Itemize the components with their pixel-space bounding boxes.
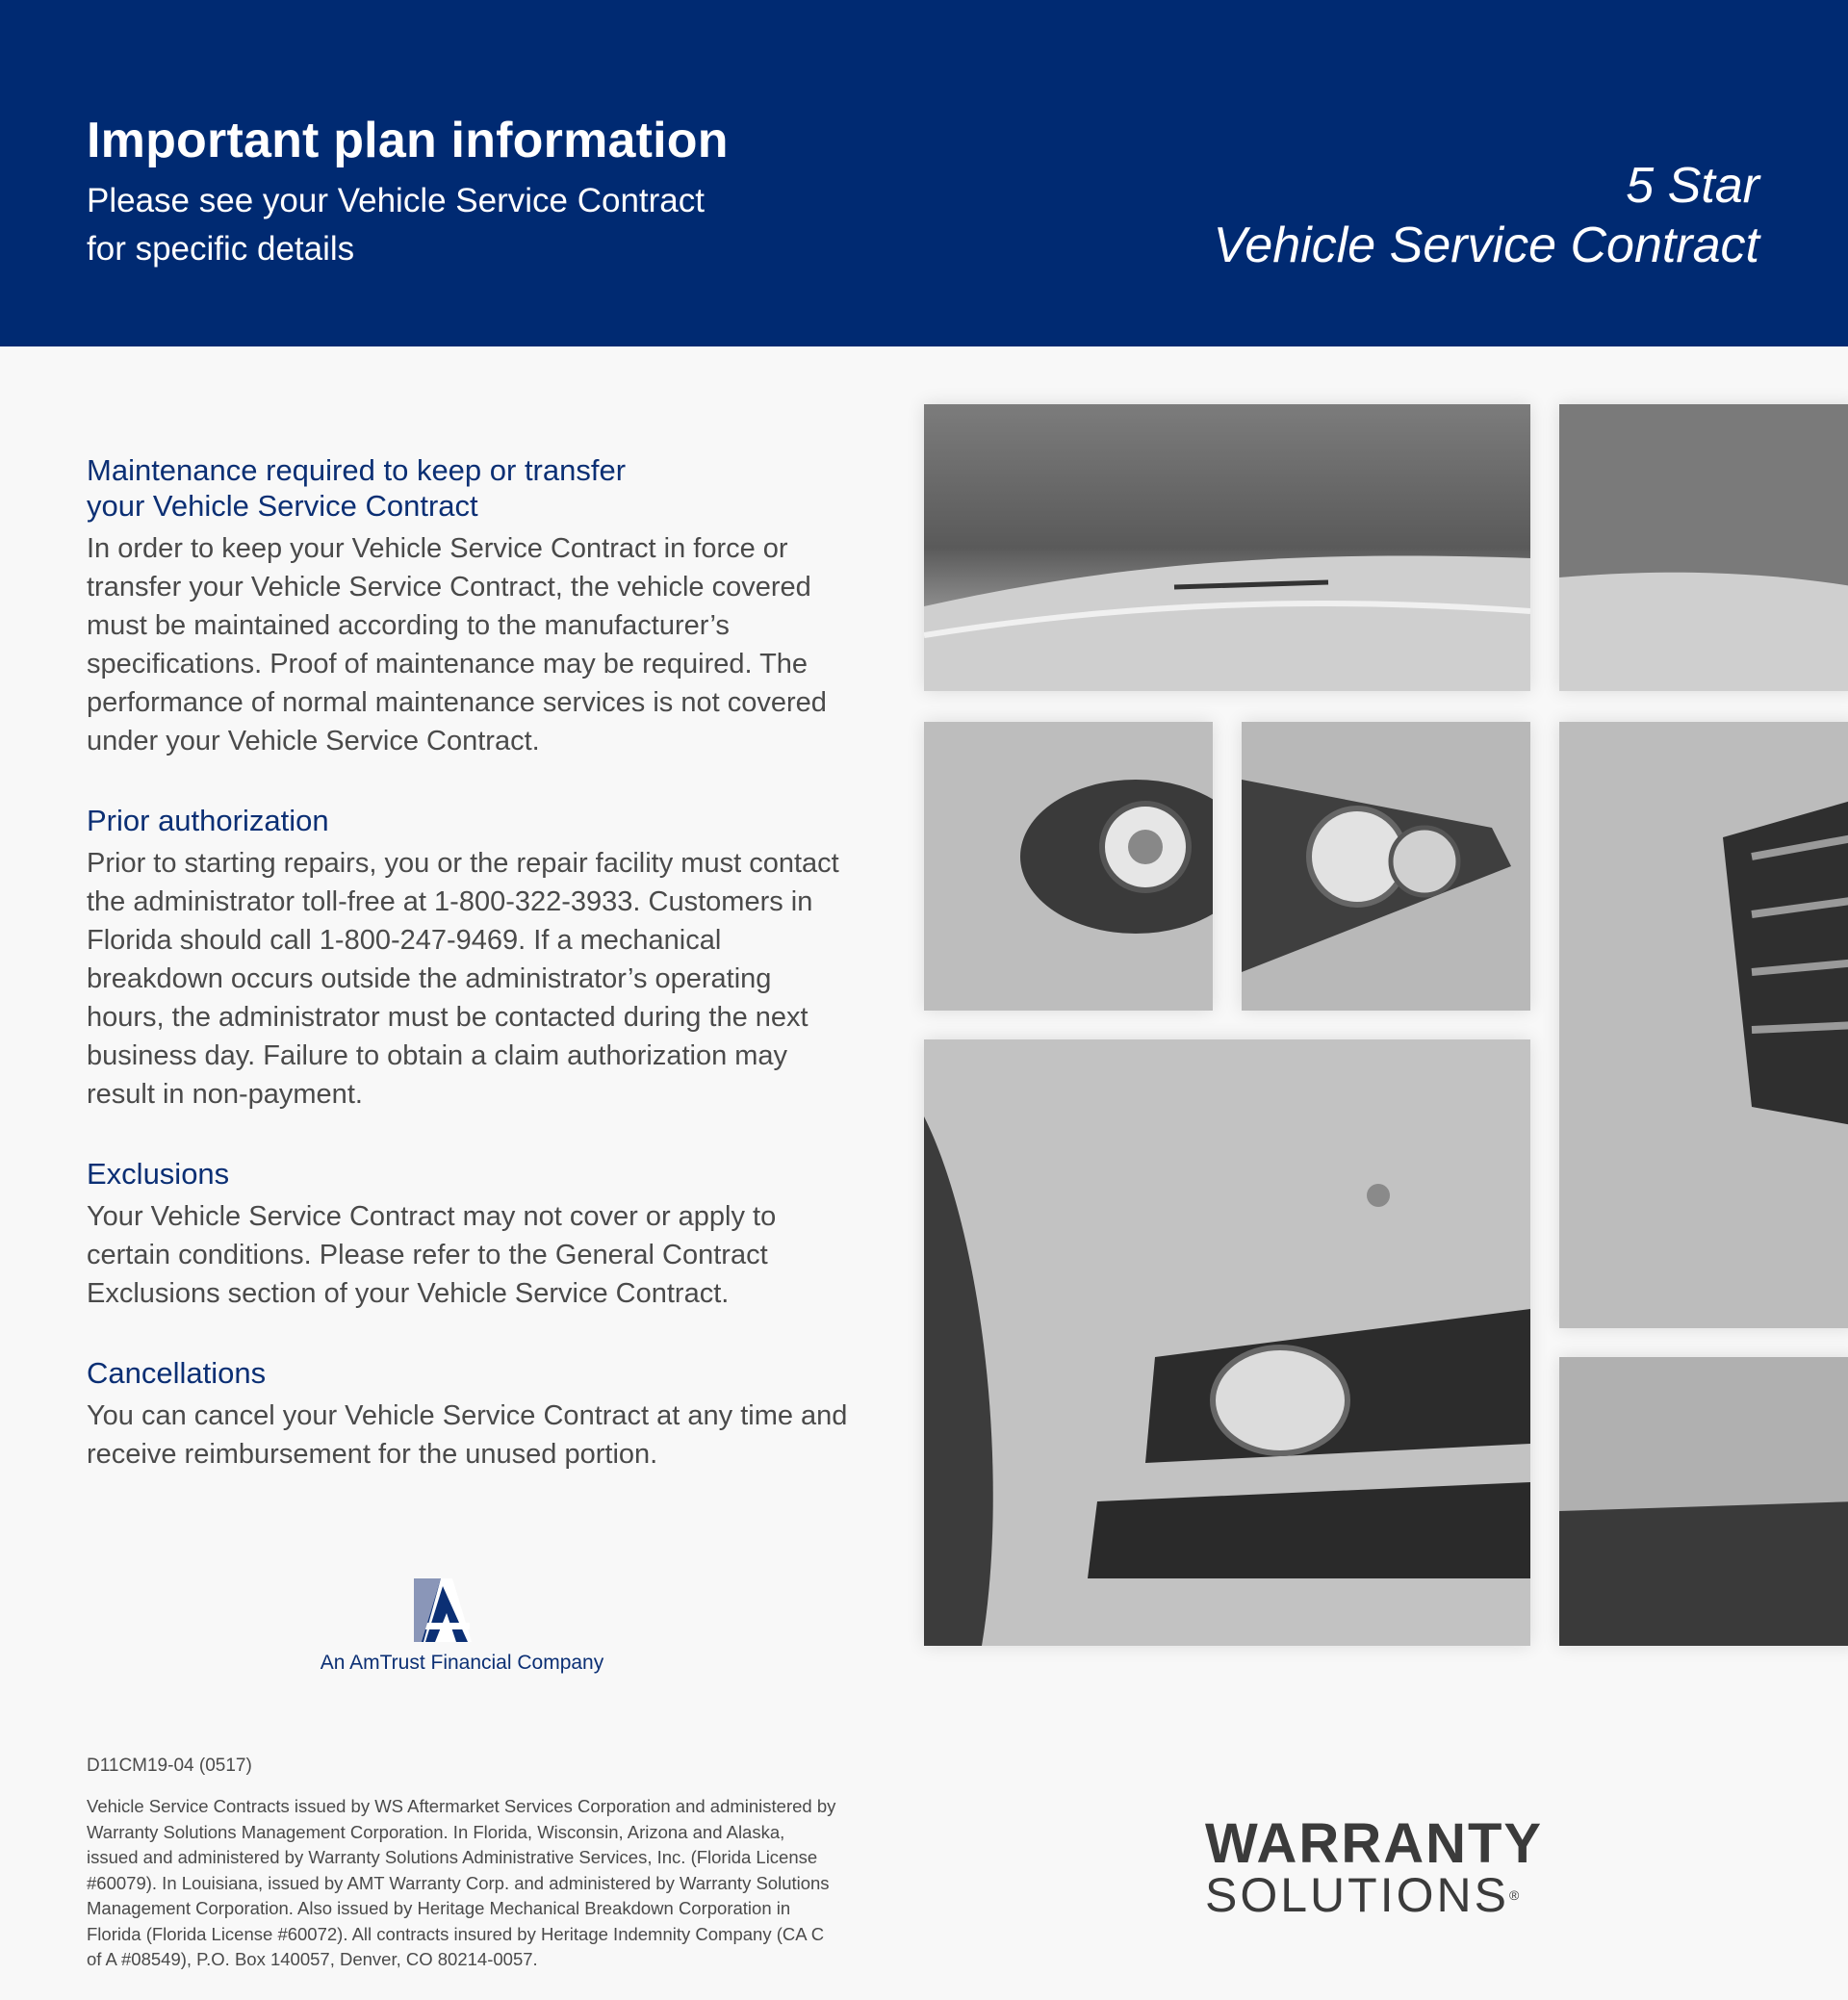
- brand-line2: [1205, 1868, 1543, 1922]
- car-panel-headlight-right: [1242, 722, 1530, 1011]
- header-subtitle-line1: Please see your Vehicle Service Contract: [87, 182, 705, 219]
- registered-mark: ®: [1508, 1887, 1520, 1903]
- info-sections: [87, 452, 857, 1516]
- brand-line1: WARRANTY: [1205, 1812, 1544, 1875]
- car-panel-bumper: [924, 1039, 1530, 1646]
- section-heading: [87, 452, 857, 524]
- section-heading-line1: Maintenance required to keep or transfer: [87, 453, 627, 487]
- warranty-solutions-logo: [1205, 1812, 1544, 1922]
- section-heading: Exclusions: [87, 1157, 230, 1191]
- section-body: Prior to starting repairs, you or the repair facility must contact the administrator toll-free at 1-800-322-3933. Customers in Florida should call 1-800-247-9469. If a mechanical breakdown occurs outside the administrator’s operating hours, the administrator must be contacted during the next business day. Failure to obtain a claim authorization may result in non-payment.: [87, 848, 839, 1110]
- legal-disclaimer: Vehicle Service Contracts issued by WS Aftermarket Services Corporation and administered by Warranty Solutions Management Corporation. In Florida, Wisconsin, Arizona and Alaska, issued and administered by Warranty Solutions Administrative Services, Inc. (Florida License #60079). In Louisiana, issued by AMT Warranty Corp. and administered by Warranty Solutions Management Corporation. Also issued by Heritage Mechanical Breakdown Corporation in Florida (Florida License #60072). All contracts insured by Heritage Indemnity Company (CA C of A #08549), P.O. Box 140057, Denver, CO 80214-0057.: [87, 1796, 836, 1969]
- car-panel-bottom-right: [1559, 1357, 1848, 1646]
- section-prior-authorization: [87, 803, 857, 1114]
- product-name-line1: 5 Star: [1626, 158, 1759, 214]
- car-panel-headlight-left: [924, 722, 1213, 1011]
- car-panel-roof-right: [1559, 404, 1848, 691]
- header-subtitle: [87, 177, 818, 273]
- car-panel-windshield: [924, 404, 1530, 691]
- car-panel-grille: [1559, 722, 1848, 1328]
- section-body: Your Vehicle Service Contract may not cover or apply to certain conditions. Please refer to the General Contract Exclusions section of your Vehicle Service Contract.: [87, 1201, 777, 1309]
- section-heading: Cancellations: [87, 1356, 267, 1390]
- amtrust-caption: An AmTrust Financial Company: [320, 1652, 604, 1674]
- header-banner: [0, 0, 1848, 346]
- amtrust-logo-icon: [414, 1578, 474, 1647]
- section-maintenance: [87, 452, 857, 760]
- document-code: D11CM19-04 (0517): [87, 1756, 252, 1776]
- section-cancellations: [87, 1355, 857, 1474]
- product-name-line2: Vehicle Service Contract: [1213, 218, 1759, 273]
- page-title: Important plan information: [87, 113, 729, 168]
- brand-line2-text: SOLUTIONS: [1205, 1868, 1509, 1922]
- product-name: [1214, 156, 1759, 275]
- section-heading-line2: your Vehicle Service Contract: [87, 489, 478, 523]
- section-exclusions: [87, 1156, 857, 1313]
- header-subtitle-line2: for specific details: [87, 230, 355, 268]
- section-heading: Prior authorization: [87, 804, 329, 837]
- section-body: In order to keep your Vehicle Service Contract in force or transfer your Vehicle Service Contract, the vehicle covered must be maintained according to the manufacturer’s specifications. Proof of maintenance may be required. The performance of normal maintenance services is not covered under your Vehicle Service Contract.: [87, 533, 827, 756]
- section-body: You can cancel your Vehicle Service Contract at any time and receive reimbursement for the unused portion.: [87, 1400, 848, 1470]
